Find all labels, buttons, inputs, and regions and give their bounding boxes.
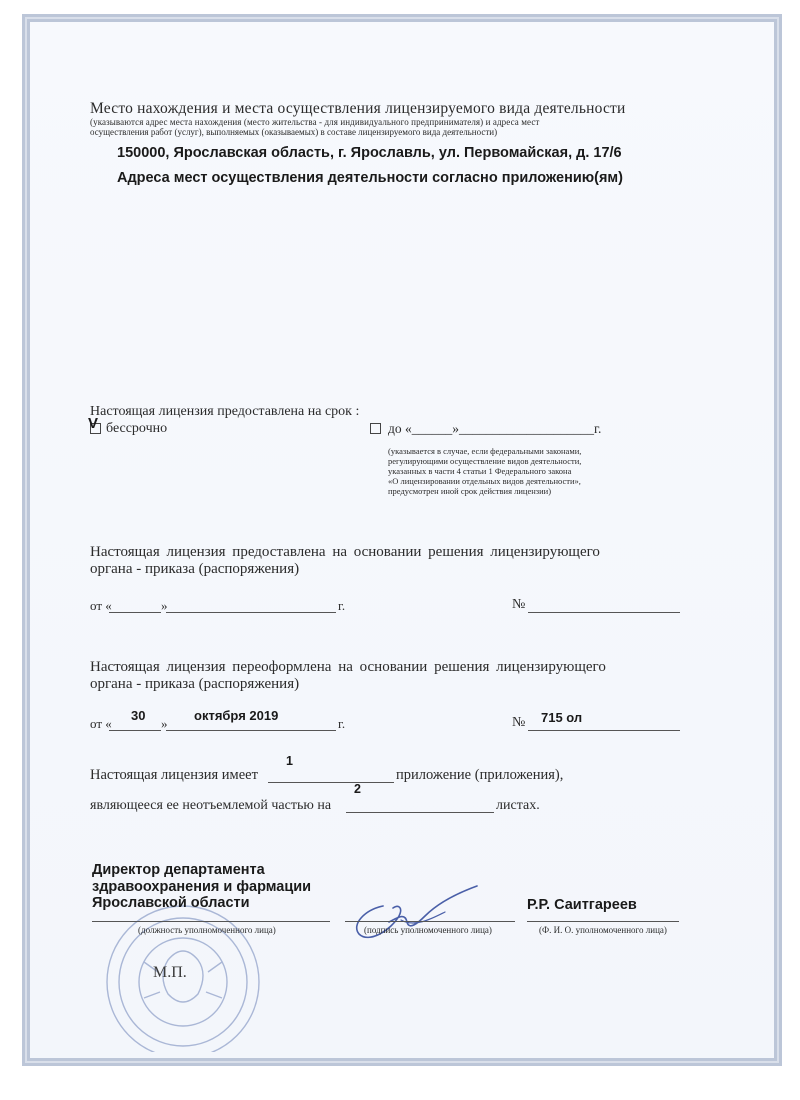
basis-title-2: органа - приказа (распоряжения) [90,561,300,577]
basis-title-1: Настоящая лицензия предоставлена на основании решения лицензирующего [90,544,600,560]
appendix-line1-prefix: Настоящая лицензия имеет [90,767,258,783]
reissue-day-line [109,730,161,731]
signature-line [345,921,515,922]
organization-address: 150000, Ярославская область, г. Ярославль, ул. Первомайская, д. 17/6 [117,145,622,161]
reissue-day: 30 [131,708,146,723]
appendix-sheets: 2 [354,782,361,796]
basis-year-suffix: г. [338,598,346,613]
reissue-number-line [528,730,680,731]
term-note-1: (указывается в случае, если федеральными законами, [388,446,582,456]
location-note-2: осуществления работ (услуг), выполняемых (оказываемых) в составе лицензируемого вида деятельности) [90,127,498,137]
appendix-count-line [268,782,394,783]
term-note-5: предусмотрен иной срок действия лицензии) [388,486,552,496]
position-caption: (должность уполномоченного лица) [138,925,276,935]
indefinite-label: бессрочно [106,421,168,436]
reissue-date-line [166,730,336,731]
appendix-line2-prefix: являющееся ее неотъемлемой частью на [90,798,332,813]
basis-from-label: от « [90,598,112,613]
term-note-4: «О лицензировании отдельных видов деятельности», [388,476,581,486]
basis-number-line [528,612,680,613]
term-note-2: регулирующими осуществление видов деятельности, [388,456,582,466]
basis-number-label: № [512,597,526,612]
addresses-note: Адреса мест осуществления деятельности согласно приложению(ям) [117,170,623,186]
seal-place: М.П. [153,964,187,981]
term-title: Настоящая лицензия предоставлена на срок : [90,404,360,419]
reissue-year-suffix: г. [338,716,346,731]
reissue-month-year: октября 2019 [194,708,279,723]
check-mark: V [88,415,99,432]
signer-position-2: здравоохранения и фармации [92,879,312,895]
appendix-sheets-line [346,812,494,813]
reissue-from-label: от « [90,716,112,731]
signature-caption: (подпись уполномоченного лица) [364,925,492,935]
appendix-count: 1 [286,754,293,768]
signer-name: Р.Р. Саитгареев [527,897,637,913]
until-checkbox [370,423,381,434]
position-line [92,921,330,922]
signer-position-1: Директор департамента [92,862,265,878]
reissue-title-2: органа - приказа (распоряжения) [90,676,300,692]
reissue-number-label: № [512,715,526,730]
location-note-1: (указываются адрес места нахождения (место жительства - для индивидуального предпринимателя) и адреса мест [90,117,540,127]
location-title: Место нахождения и места осуществления лицензируемого вида деятельности [90,100,626,117]
basis-date-line [166,612,336,613]
reissue-from-mid: » [161,716,168,731]
appendix-line2-suffix: листах. [496,798,540,813]
reissue-number: 715 ол [541,710,583,725]
signer-position-3: Ярославской области [92,895,250,911]
name-line [527,921,679,922]
appendix-line1-suffix: приложение (приложения), [396,767,564,783]
basis-day-line [109,612,161,613]
reissue-title-1: Настоящая лицензия переоформлена на основании решения лицензирующего [90,659,606,675]
until-label: до «______»____________________г. [388,421,602,436]
basis-from-mid: » [161,598,168,613]
name-caption: (Ф. И. О. уполномоченного лица) [539,925,667,935]
term-note-3: указанных в части 4 статьи 1 Федерального закона [388,466,572,476]
